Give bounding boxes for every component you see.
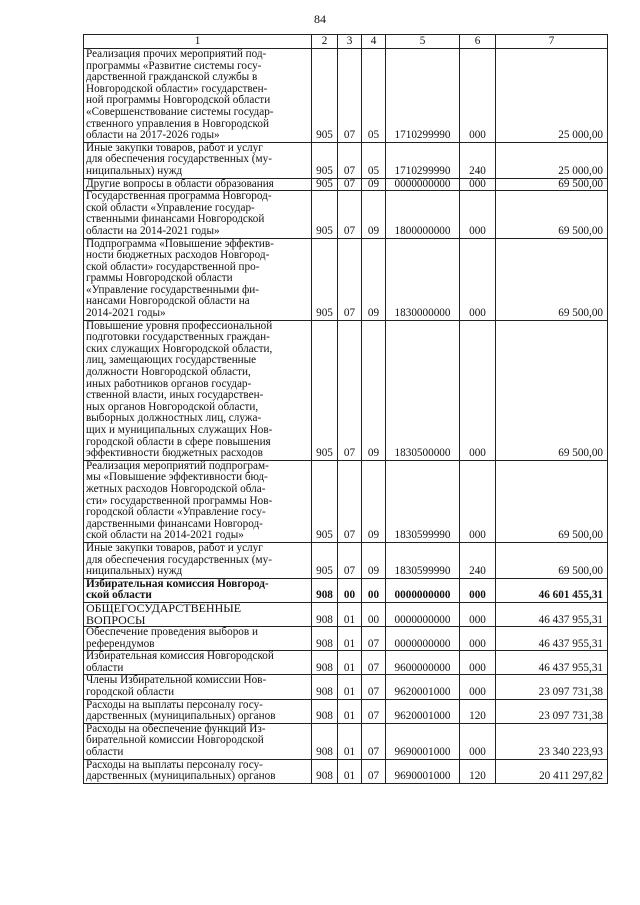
row-ministry-code: 905 (312, 191, 338, 238)
row-ministry-code: 908 (312, 578, 338, 602)
row-name-cell: Повышение уровня профессиональной подготовки государственных граждан- ских служащих Новгородской области, лиц, замещающих государственные должности Новгородской области, иных работников органов государ- ственной власти, иных государствен- ных органов Новгородской области, выборных должностных лиц, служа- щих и муниципальных служащих Нов- городской области в сфере повышения эффективности бюджетных расходов (84, 320, 312, 460)
row-target-code: 0000000000 (386, 602, 460, 626)
table-row (84, 191, 608, 238)
row-ministry-code: 908 (312, 723, 338, 759)
table-row (84, 238, 608, 320)
row-name-cell: Иные закупки товаров, работ и услуг для обеспечения государственных (му- ниципальных) нужд (84, 542, 312, 578)
table-row (84, 602, 608, 626)
row-target-code: 0000000000 (386, 578, 460, 602)
row-ministry-code: 908 (312, 651, 338, 675)
row-subsection-code: 05 (362, 49, 386, 143)
row-name-cell: Избирательная комиссия Новгород- ской области (84, 578, 312, 602)
row-expense-type: 000 (460, 723, 496, 759)
row-amount: 25 000,00 (496, 49, 608, 143)
table-row (84, 699, 608, 723)
row-section-code: 01 (338, 675, 362, 699)
row-amount: 46 437 955,31 (496, 651, 608, 675)
table-row (84, 142, 608, 178)
row-section-code: 01 (338, 627, 362, 651)
row-amount: 69 500,00 (496, 542, 608, 578)
row-section-code: 07 (338, 460, 362, 542)
row-ministry-code: 908 (312, 759, 338, 783)
row-name-cell: Расходы на выплаты персоналу госу- дарственных (муниципальных) органов (84, 759, 312, 783)
row-section-code: 07 (338, 320, 362, 460)
row-name-cell: Подпрограмма «Повышение эффектив- ности бюджетных расходов Новгород- ской области» государственной про- граммы Новгородской области «Управление государственными фи- нансами Новгородской области на 2014-2021 годы» (84, 238, 312, 320)
row-ministry-code: 908 (312, 627, 338, 651)
row-amount: 69 500,00 (496, 238, 608, 320)
row-amount: 23 340 223,93 (496, 723, 608, 759)
row-expense-type: 000 (460, 675, 496, 699)
row-subsection-code: 09 (362, 178, 386, 191)
row-section-code: 01 (338, 759, 362, 783)
row-target-code: 9690001000 (386, 723, 460, 759)
row-ministry-code: 908 (312, 602, 338, 626)
row-target-code: 0000000000 (386, 178, 460, 191)
row-section-code: 01 (338, 699, 362, 723)
row-target-code: 0000000000 (386, 627, 460, 651)
row-expense-type: 000 (460, 49, 496, 143)
row-target-code: 9620001000 (386, 675, 460, 699)
row-name-cell: Расходы на обеспечение функций Из- бирательной комиссии Новгородской области (84, 723, 312, 759)
header-cell: 1 (84, 35, 312, 49)
row-section-code: 07 (338, 178, 362, 191)
row-expense-type: 120 (460, 759, 496, 783)
row-target-code: 1830000000 (386, 238, 460, 320)
page-number: 84 (314, 12, 326, 26)
row-subsection-code: 07 (362, 723, 386, 759)
row-subsection-code: 09 (362, 320, 386, 460)
table-row (84, 651, 608, 675)
row-name-cell: Иные закупки товаров, работ и услуг для обеспечения государственных (му- ниципальных) нужд (84, 142, 312, 178)
budget-table (83, 34, 608, 784)
row-amount: 23 097 731,38 (496, 699, 608, 723)
row-section-code: 07 (338, 142, 362, 178)
row-name-cell: ОБЩЕГОСУДАРСТВЕННЫЕ ВОПРОСЫ (84, 602, 312, 626)
table-row (84, 759, 608, 783)
row-section-code: 01 (338, 651, 362, 675)
row-subsection-code: 09 (362, 191, 386, 238)
row-name-cell: Обеспечение проведения выборов и референдумов (84, 627, 312, 651)
table-row (84, 578, 608, 602)
row-amount: 46 437 955,31 (496, 602, 608, 626)
row-expense-type: 000 (460, 320, 496, 460)
row-amount: 69 500,00 (496, 178, 608, 191)
row-name-cell: Реализация прочих мероприятий под- программы «Развитие системы госу- дарственной гражданской службы в Новгородской области» государствен- ной программы Новгородской области «Совершенствование системы государ- ственного управления в Новгородской области на 2017-2026 годы» (84, 49, 312, 143)
row-ministry-code: 905 (312, 178, 338, 191)
row-subsection-code: 09 (362, 460, 386, 542)
table-row (84, 723, 608, 759)
row-amount: 46 437 955,31 (496, 627, 608, 651)
row-target-code: 1710299990 (386, 142, 460, 178)
table-row (84, 675, 608, 699)
row-expense-type: 000 (460, 460, 496, 542)
header-cell: 2 (312, 35, 338, 49)
row-expense-type: 240 (460, 542, 496, 578)
header-cell: 5 (386, 35, 460, 49)
row-ministry-code: 908 (312, 675, 338, 699)
row-name-cell: Члены Избирательной комиссии Нов- городской области (84, 675, 312, 699)
table-row (84, 49, 608, 143)
row-ministry-code: 905 (312, 320, 338, 460)
header-cell: 6 (460, 35, 496, 49)
header-cell: 3 (338, 35, 362, 49)
row-expense-type: 000 (460, 178, 496, 191)
row-amount: 46 601 455,31 (496, 578, 608, 602)
row-target-code: 1830599990 (386, 460, 460, 542)
row-expense-type: 000 (460, 578, 496, 602)
row-section-code: 07 (338, 542, 362, 578)
row-expense-type: 240 (460, 142, 496, 178)
table-row (84, 542, 608, 578)
row-ministry-code: 905 (312, 142, 338, 178)
row-ministry-code: 905 (312, 460, 338, 542)
row-target-code: 1710299990 (386, 49, 460, 143)
row-target-code: 1830500000 (386, 320, 460, 460)
row-subsection-code: 07 (362, 759, 386, 783)
header-cell: 7 (496, 35, 608, 49)
header-cell: 4 (362, 35, 386, 49)
row-section-code: 01 (338, 723, 362, 759)
row-target-code: 1800000000 (386, 191, 460, 238)
row-subsection-code: 07 (362, 651, 386, 675)
row-section-code: 07 (338, 191, 362, 238)
row-subsection-code: 00 (362, 578, 386, 602)
row-subsection-code: 07 (362, 675, 386, 699)
row-expense-type: 000 (460, 651, 496, 675)
row-subsection-code: 07 (362, 627, 386, 651)
row-amount: 69 500,00 (496, 320, 608, 460)
table-row (84, 460, 608, 542)
row-subsection-code: 09 (362, 542, 386, 578)
row-name-cell: Избирательная комиссия Новгородской области (84, 651, 312, 675)
row-target-code: 9690001000 (386, 759, 460, 783)
row-ministry-code: 905 (312, 542, 338, 578)
row-expense-type: 000 (460, 602, 496, 626)
row-amount: 69 500,00 (496, 460, 608, 542)
table-row (84, 178, 608, 191)
row-amount: 20 411 297,82 (496, 759, 608, 783)
row-ministry-code: 905 (312, 238, 338, 320)
row-amount: 69 500,00 (496, 191, 608, 238)
row-ministry-code: 905 (312, 49, 338, 143)
row-name-cell: Расходы на выплаты персоналу госу- дарственных (муниципальных) органов (84, 699, 312, 723)
row-name-cell: Государственная программа Новгород- ской области «Управление государ- ственными финансами Новгородской области на 2014-2021 годы» (84, 191, 312, 238)
row-amount: 23 097 731,38 (496, 675, 608, 699)
row-name-cell: Другие вопросы в области образования (84, 178, 312, 191)
row-name-cell: Реализация мероприятий подпрограм- мы «Повышение эффективности бюд- жетных расходов Новгородской обла- сти» государственной программы Нов- городской области «Управление госу- дарственными финансами Новгород- ской области на 2014-2021 годы» (84, 460, 312, 542)
row-target-code: 1830599990 (386, 542, 460, 578)
table-row (84, 627, 608, 651)
row-ministry-code: 908 (312, 699, 338, 723)
row-expense-type: 000 (460, 627, 496, 651)
row-section-code: 07 (338, 238, 362, 320)
row-expense-type: 000 (460, 191, 496, 238)
table-header-row (84, 35, 608, 49)
row-section-code: 07 (338, 49, 362, 143)
row-subsection-code: 09 (362, 238, 386, 320)
row-section-code: 00 (338, 578, 362, 602)
row-expense-type: 000 (460, 238, 496, 320)
table-row (84, 320, 608, 460)
row-amount: 25 000,00 (496, 142, 608, 178)
row-subsection-code: 05 (362, 142, 386, 178)
row-subsection-code: 00 (362, 602, 386, 626)
row-target-code: 9600000000 (386, 651, 460, 675)
row-subsection-code: 07 (362, 699, 386, 723)
row-target-code: 9620001000 (386, 699, 460, 723)
row-expense-type: 120 (460, 699, 496, 723)
row-section-code: 01 (338, 602, 362, 626)
